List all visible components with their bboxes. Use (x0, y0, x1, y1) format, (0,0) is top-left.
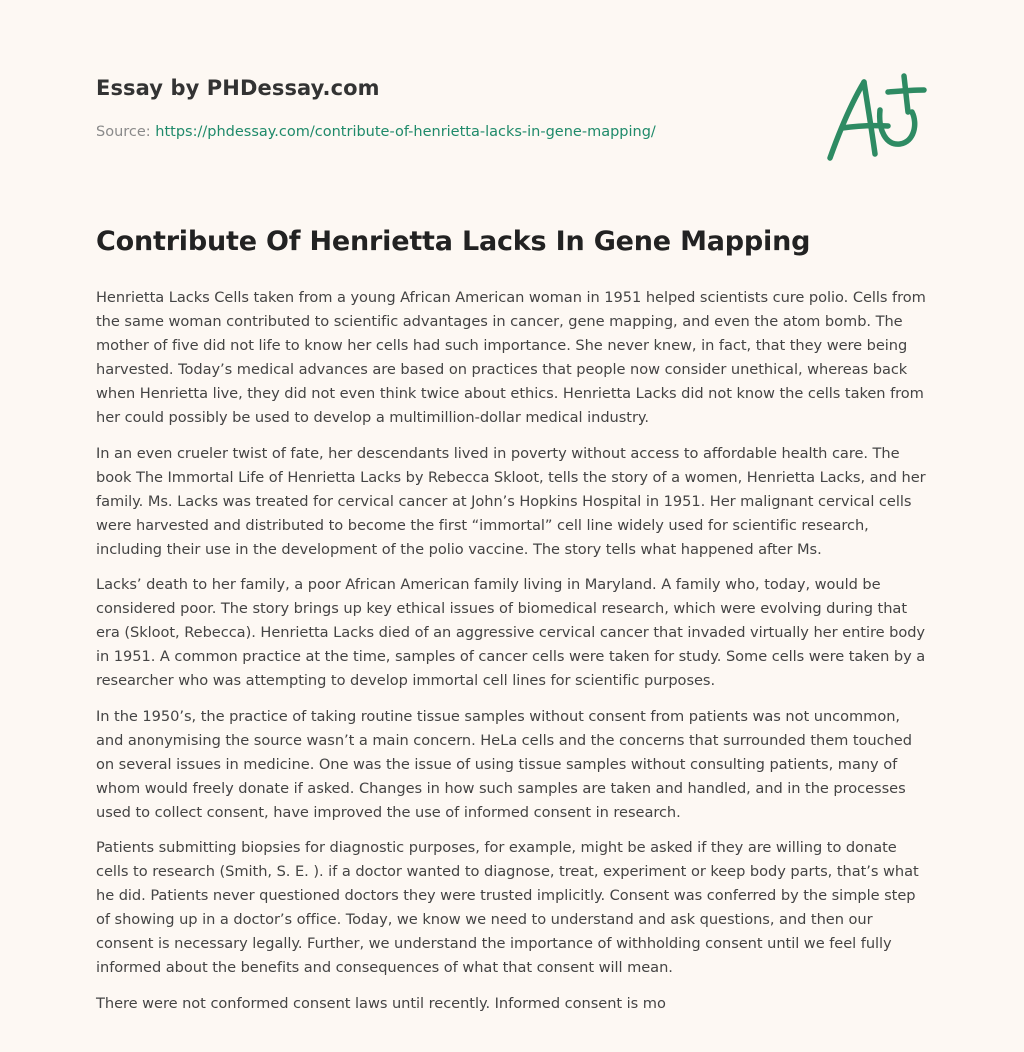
a-plus-logo-icon (822, 68, 928, 164)
source-label: Source: (96, 124, 156, 140)
essay-paragraph: Patients submitting biopsies for diagnostic purposes, for example, might be asked if they are willing to donate cells to research (Smith, S. E. ). if a doctor wanted to diagnose, treat, experiment or keep body parts, that’s what he did. Patients never questioned doctors they were trusted implicitly. Consent was conferred by the simple step of showing up in a doctor’s office. Today, we know we need to understand and ask questions, and then our consent is necessary legally. Further, we understand the importance of withholding consent until we feel fully informed about the benefits and consequences of what that consent will mean. (96, 838, 919, 977)
essay-title: Contribute Of Henrietta Lacks In Gene Mapping (96, 226, 811, 257)
essay-paragraph: In an even crueler twist of fate, her descendants lived in poverty without access to affordable health care. The book The Immortal Life of Henrietta Lacks by Rebecca Skloot, tells the story of a women, Henrietta Lacks, and her family. Ms. Lacks was treated for cervical cancer at John’s Hopkins Hospital in 1951. Her malignant cervical cells were harvested and distributed to become the first “immortal” cell line widely used for scientific research, including their use in the development of the polio vaccine. The story tells what happened after Ms. (96, 444, 926, 558)
essay-paragraph: Henrietta Lacks Cells taken from a young African American woman in 1951 helped scientists cure polio. Cells from the same woman contributed to scientific advantages in cancer, gene mapping, and even the atom bomb. The mother of five did not life to know her cells had such importance. She never knew, in fact, that they were being harvested. Today’s medical advances are based on practices that people now consider unethical, whereas back when Henrietta live, they did not even think twice about ethics. Henrietta Lacks did not know the cells taken from her could possibly be used to develop a multimillion-dollar medical industry. (96, 289, 926, 427)
essay-paragraph: In the 1950’s, the practice of taking routine tissue samples without consent from patients was not uncommon, and anonymising the source wasn’t a main concern. HeLa cells and the concerns that surrounded them touched on several issues in medicine. One was the issue of using tissue samples without consulting patients, many of whom would freely donate if asked. Changes in how such samples are taken and handled, and in the processes used to collect consent, have improved the use of informed consent in research. (96, 707, 912, 821)
site-title: Essay by PHDessay.com (96, 76, 380, 100)
essay-body (96, 286, 931, 1027)
essay-paragraph: There were not conformed consent laws until recently. Informed consent is mo (96, 994, 666, 1012)
source-line (96, 124, 656, 140)
essay-paragraph: Lacks’ death to her family, a poor African American family living in Maryland. A family who, today, would be considered poor. The story brings up key ethical issues of biomedical research, which were evolving during that era (Skloot, Rebecca). Henrietta Lacks died of an aggressive cervical cancer that invaded virtually her entire body in 1951. A common practice at the time, samples of cancer cells were taken for study. Some cells were taken by a researcher who was attempting to develop immortal cell lines for scientific purposes. (96, 576, 926, 690)
source-link[interactable]: https://phdessay.com/contribute-of-henrietta-lacks-in-gene-mapping/ (155, 124, 656, 140)
